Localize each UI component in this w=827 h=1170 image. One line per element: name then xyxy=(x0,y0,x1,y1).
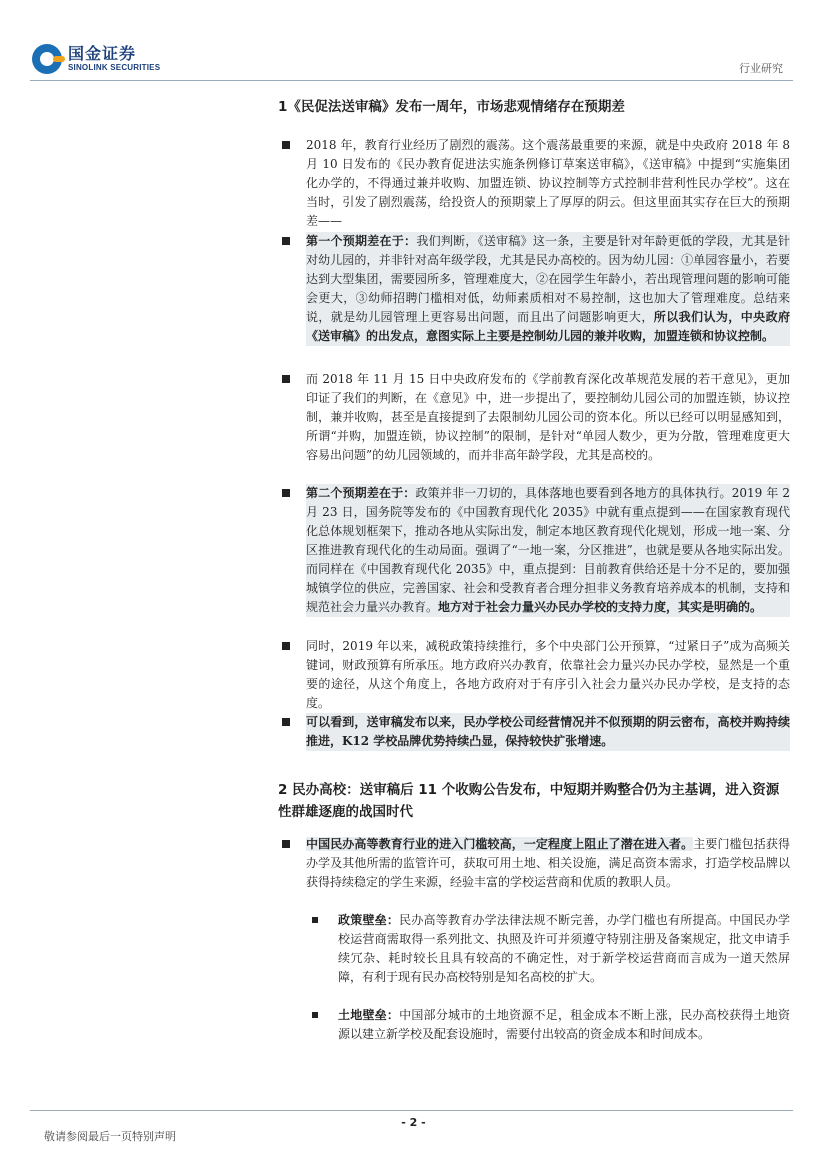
section-2-sub-bullet-1 xyxy=(312,911,790,987)
bullet-text: 可以看到，送审稿发布以来，民办学校公司经营情况并不似预期的阴云密布，高校并购持续推进，K12 学校品牌优势持续凸显，保持较快扩张增速。 xyxy=(306,713,790,751)
sub-bullet-lead: 土地壁垒： xyxy=(338,1008,400,1022)
bullet-body: 我们判断，《送审稿》这一条，主要是针对年龄更低的学段，尤其是针对幼儿园的，并非针对高年级学段，尤其是民办高校的。因为幼儿园：①单园容量小，若要达到大型集团，需要园所多，管理难度大，②在园学生年龄小，若出现管理问题的影响可能会更大，③幼师招聘门槛相对低，幼师素质相对不易控制，这也加大了管理难度。总结来说，就是幼儿园管理上更容易出问题，而且出了问题影响更大， xyxy=(306,234,790,324)
sub-bullet-square-icon xyxy=(312,1012,318,1018)
bullet-square-icon xyxy=(282,141,290,149)
section-1-bullet-3 xyxy=(282,370,790,465)
bullet-square-icon xyxy=(282,237,290,245)
section-2-sub-bullet-2 xyxy=(312,1006,790,1044)
section-1-bullet-6 xyxy=(282,713,790,751)
report-category: 行业研究 xyxy=(739,62,783,75)
bullet-square-icon xyxy=(282,718,290,726)
page-number: - 2 - xyxy=(401,1116,426,1129)
logo-english-name: SINOLINK SECURITIES xyxy=(68,63,161,72)
bullet-lead: 第二个预期差在于： xyxy=(306,486,416,500)
bullet-square-icon xyxy=(282,489,290,497)
bullet-text: 同时，2019 年以来，减税政策持续推行，多个中央部门公开预算，“过紧日子”成为高频关键词，财政预算有所承压。地方政府兴办教育，依靠社会力量兴办民办学校，显然是一个重要的途径，从这个角度上，各地方政府对于有序引入社会力量兴办民办学校，是支持的态度。 xyxy=(306,639,790,710)
sub-bullet-lead: 政策壁垒： xyxy=(338,913,400,927)
bullet-square-icon xyxy=(282,840,290,848)
company-logo xyxy=(32,44,160,74)
section-1-bullet-2 xyxy=(282,232,790,346)
sinolink-logo-icon xyxy=(32,44,62,74)
logo-chinese-name: 国金证券 xyxy=(68,44,137,63)
bullet-conclusion: 地方对于社会力量兴办民办学校的支持力度，其实是明确的。 xyxy=(438,600,763,614)
header-divider xyxy=(30,80,793,81)
bullet-body: 政策并非一刀切的，具体落地也要看到各地方的具体执行。2019 年 2 月 23 日，国务院等发布的《中国教育现代化 2035》中就有重点提到——在国家教育现代化总体规划框架下，推动各地从实际出发，制定本地区教育现代化规划，形成一地一案、分区推进教育现代化的生动局面。强调了“一地一案，分区推进”，也就是要从各地实际出发。而同样在《中国教育现代化 2035》中，重点提到：目前教育供给还是十分不足的，要加强城镇学位的供应，完善国家、社会和受教育者合理分担非义务教育培养成本的机制，支持和规范社会力量兴办教育。 xyxy=(306,486,790,614)
section-1-bullet-1 xyxy=(282,136,790,231)
bullet-conclusion: 所以我们认为，中央政府《送审稿》的出发点，意图实际上主要是控制幼儿园的兼并收购，加盟连锁和协议控制。 xyxy=(306,310,790,343)
footer-divider xyxy=(30,1110,793,1111)
bullet-text: 而 2018 年 11 月 15 日中央政府发布的《学前教育深化改革规范发展的若干意见》，更加印证了我们的判断，在《意见》中，进一步提出了，要控制幼儿园公司的加盟连锁，协议控制，兼并收购，甚至是直接提到了去限制幼儿园公司的资本化。所以已经可以明显感知到，所谓“并购，加盟连锁，协议控制”的限制，是针对“单园人数少，更为分散，管理难度更大容易出问题”的幼儿园领域的，而并非高年龄学段，尤其是高校的。 xyxy=(306,372,790,462)
section-1-bullet-5 xyxy=(282,637,790,713)
section-1-bullet-4 xyxy=(282,484,790,617)
bullet-square-icon xyxy=(282,642,290,650)
sub-bullet-square-icon xyxy=(312,917,318,923)
bullet-body: 主要门槛包括获得办学及其他所需的监管许可，获取可用土地、相关设施，满足高资本需求，打造学校品牌以获得持续稳定的学生来源，经验丰富的学校运营商和优质的教职人员。 xyxy=(306,837,790,889)
bullet-lead: 中国民办高等教育行业的进入门槛较高，一定程度上阻止了潜在进入者。 xyxy=(306,837,694,851)
section-2-title: 2 民办高校：送审稿后 11 个收购公告发布，中短期并购整合仍为主基调，进入资源性群雄逐鹿的战国时代 xyxy=(278,782,780,820)
section-1-title: 1《民促法送审稿》发布一周年，市场悲观情绪存在预期差 xyxy=(278,99,625,115)
sub-bullet-body: 民办高等教育办学法律法规不断完善，办学门槛也有所提高。中国民办学校运营商需取得一系列批文、执照及许可并须遵守特别注册及备案规定，批文申请手续冗杂、耗时较长且具有较高的不确定性，对于新学校运营商而言成为一道天然屏障，有利于现有民办高校特别是知名高校的扩大。 xyxy=(338,913,790,984)
footer-disclaimer: 敬请参阅最后一页特别声明 xyxy=(44,1130,176,1143)
section-2-bullet-1 xyxy=(282,835,790,892)
bullet-text: 2018 年，教育行业经历了剧烈的震荡。这个震荡最重要的来源，就是中央政府 2018 年 8 月 10 日发布的《民办教育促进法实施条例修订草案送审稿》，《送审稿》中提到“实施集团化办学的，不得通过兼并收购、加盟连锁、协议控制等方式控制非营利性民办学校”。这在当时，引发了剧烈震荡，给投资人的预期蒙上了厚厚的阴云。但这里面其实存在巨大的预期差—— xyxy=(306,138,790,228)
sub-bullet-body: 中国部分城市的土地资源不足，租金成本不断上涨，民办高校获得土地资源以建立新学校及配套设施时，需要付出较高的资金成本和时间成本。 xyxy=(338,1008,790,1041)
bullet-square-icon xyxy=(282,375,290,383)
bullet-lead: 第一个预期差在于： xyxy=(306,234,417,248)
